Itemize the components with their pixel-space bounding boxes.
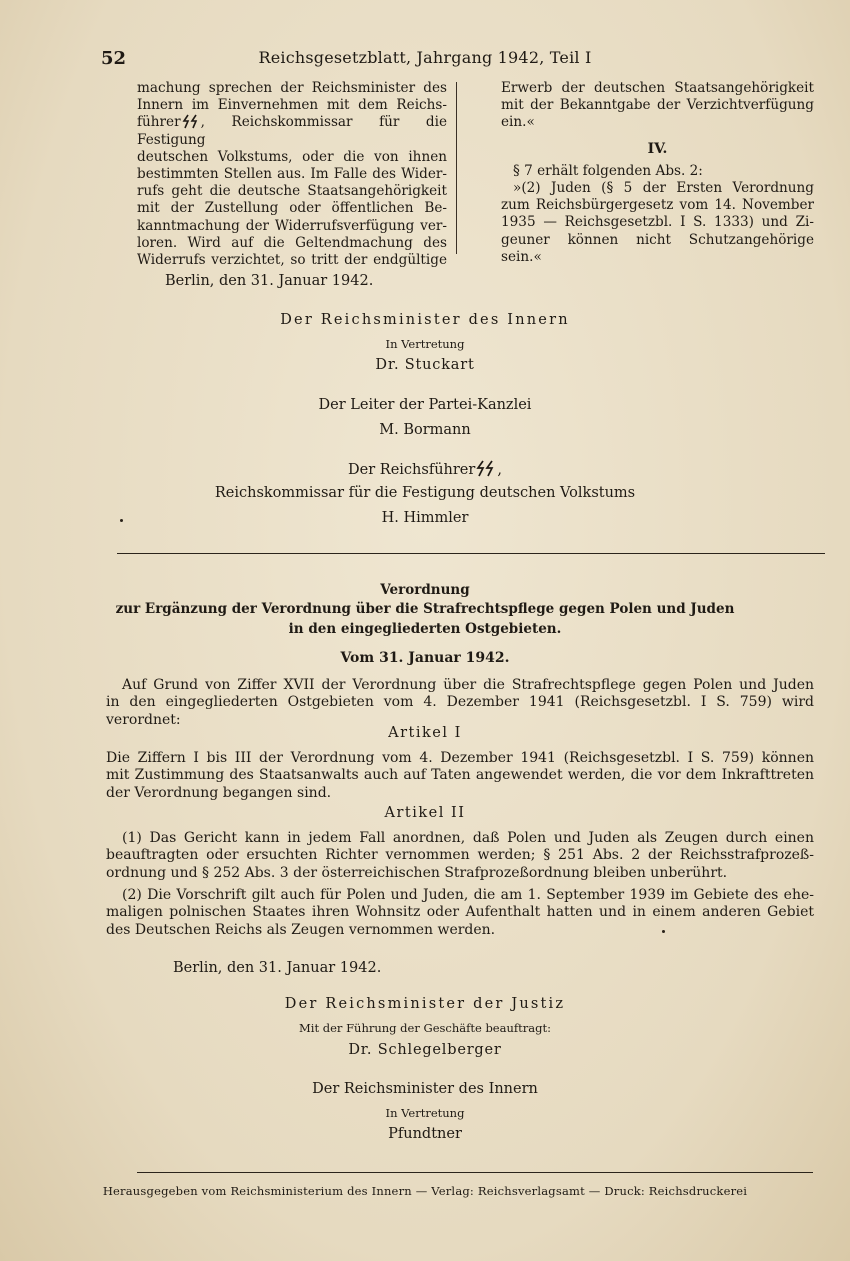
signatory-name: H. Himmler bbox=[381, 510, 469, 526]
preamble bbox=[106, 677, 814, 729]
article-2-para-2 bbox=[106, 887, 814, 939]
text-fragment: , bbox=[497, 462, 502, 478]
signatory-title: Der Reichsminister des Innern bbox=[280, 312, 570, 328]
ss-runes-icon bbox=[476, 460, 496, 477]
text-line: Erwerb der deutschen Staatsangehörigkeit bbox=[501, 80, 814, 96]
signatory-capacity: Mit der Führung der Geschäfte beauftragt: bbox=[299, 1021, 551, 1035]
signatory-capacity: In Vertretung bbox=[385, 1106, 465, 1120]
print-speck bbox=[120, 519, 123, 522]
text-line: loren. Wird auf die Geltendmachung des bbox=[137, 234, 447, 251]
ordinance-date: Vom 31. Januar 1942. bbox=[340, 650, 510, 666]
text-line: Innern im Einvernehmen mit dem Reichs- bbox=[137, 97, 447, 114]
text-line: (1) Das Gericht kann in jedem Fall anordnen, daß Polen und Juden als Zeugen durch einen bbox=[122, 830, 814, 846]
text-fragment: Der Reichsführer bbox=[348, 462, 476, 478]
text-line: kanntmachung der Widerrufsverfügung ver- bbox=[137, 217, 447, 234]
text-line: deutschen Volkstums, oder die von ihnen bbox=[137, 148, 447, 165]
text-line: machung sprechen der Reichsminister des bbox=[137, 80, 447, 96]
text-line: Widerrufs verzichtet, so tritt der endgültige bbox=[137, 252, 447, 269]
text-line: § 7 erhält folgenden Abs. 2: bbox=[513, 162, 703, 179]
text-line: 1935 — Reichsgesetzbl. I S. 1333) und Zi- bbox=[501, 214, 814, 231]
imprint: Herausgegeben vom Reichsministerium des Innern — Verlag: Reichsverlagsamt — Druck: Reichsdruckerei bbox=[102, 1184, 748, 1198]
text-line: zum Reichsbürgergesetz vom 14. November bbox=[501, 197, 814, 214]
text-line: beauftragten oder ersuchten Richter vernommen werden; § 251 Abs. 2 der Reichsstrafprozeß- bbox=[106, 847, 814, 864]
running-title: Reichsgesetzblatt, Jahrgang 1942, Teil I bbox=[258, 48, 592, 67]
text-line: der Verordnung begangen sind. bbox=[106, 784, 332, 801]
signatory-name: Dr. Stuckart bbox=[375, 357, 475, 373]
signatory-name: Dr. Schlegelberger bbox=[348, 1042, 502, 1058]
text-line: Die Ziffern I bis III der Verordnung vom 4. Dezember 1941 (Reichsgesetzbl. I S. 759) können bbox=[106, 750, 814, 766]
text-line: Auf Grund von Ziffer XVII der Verordnung über die Strafrechtspflege gegen Polen und Juden bbox=[122, 677, 814, 693]
signatory-title: Der Leiter der Partei-Kanzlei bbox=[318, 397, 532, 413]
text-line: rufs geht die deutsche Staatsangehörigkeit bbox=[137, 183, 447, 200]
ss-runes-icon bbox=[182, 114, 200, 129]
signatory-name: M. Bormann bbox=[379, 422, 471, 438]
signatory-title: Der Reichsminister des Innern bbox=[312, 1081, 538, 1097]
text-fragment: führer bbox=[137, 114, 181, 131]
ordinance-subtitle: in den eingegliederten Ostgebieten. bbox=[288, 621, 562, 637]
top-right-column bbox=[501, 80, 814, 266]
ordinance-subtitle: zur Ergänzung der Verordnung über die Strafrechtspflege gegen Polen und Juden bbox=[115, 601, 735, 617]
text-line bbox=[137, 114, 447, 148]
text-line: »(2) Juden (§ 5 der Ersten Verordnung bbox=[513, 180, 814, 197]
print-speck bbox=[662, 930, 665, 933]
signatory-capacity: Reichskommissar für die Festigung deutschen Volkstums bbox=[214, 485, 636, 501]
text-line: geuner können nicht Schutzangehörige sein.« bbox=[501, 231, 814, 265]
text-line: mit der Zustellung oder öffentlichen Be- bbox=[137, 200, 447, 217]
text-line: bestimmten Stellen aus. Im Falle des Wider- bbox=[137, 166, 447, 183]
ordinance-title: Verordnung bbox=[380, 582, 470, 598]
footer-rule bbox=[137, 1172, 813, 1173]
top-left-column bbox=[137, 80, 447, 269]
signatory-title: Der Reichsminister der Justiz bbox=[284, 996, 566, 1012]
text-fragment: , Reichskommissar für die Festigung bbox=[137, 114, 447, 148]
section-rule bbox=[117, 553, 825, 554]
signatory-capacity: In Vertretung bbox=[385, 337, 465, 351]
signatory-title bbox=[0, 460, 850, 478]
text-line: (2) Die Vorschrift gilt auch für Polen und Juden, die am 1. September 1939 im Gebiete des ehe- bbox=[122, 887, 814, 903]
place-date: Berlin, den 31. Januar 1942. bbox=[165, 273, 374, 289]
text-line: mit der Bekanntgabe der Verzichtverfügung bbox=[501, 97, 814, 114]
text-line: in den eingegliederten Ostgebieten vom 4. Dezember 1941 (Reichsgesetzbl. I S. 759) wird verordnet: bbox=[106, 694, 814, 728]
text-line: maligen polnischen Staates ihren Wohnsitz oder Aufenthalt hatten und in einem anderen Gebiet bbox=[106, 904, 814, 921]
page-number: 52 bbox=[101, 48, 127, 69]
text-line: ein.« bbox=[501, 114, 535, 131]
text-line: ordnung und § 252 Abs. 3 der österreichischen Strafprozeßordnung bleiben unberührt. bbox=[106, 864, 728, 881]
signatory-name: Pfundtner bbox=[388, 1126, 462, 1142]
section-heading: IV. bbox=[647, 140, 668, 157]
text-line: mit Zustimmung des Staatsanwalts auch auf Taten angewendet werden, die vor dem Inkrafttreten bbox=[106, 767, 814, 784]
article-heading: Artikel II bbox=[384, 805, 466, 821]
article-2-para-1 bbox=[106, 830, 814, 882]
article-1-text bbox=[106, 750, 814, 802]
column-divider bbox=[456, 82, 457, 254]
text-line: des Deutschen Reichs als Zeugen vernommen werden. bbox=[106, 921, 496, 938]
article-heading: Artikel I bbox=[388, 725, 462, 741]
place-date: Berlin, den 31. Januar 1942. bbox=[173, 960, 382, 976]
